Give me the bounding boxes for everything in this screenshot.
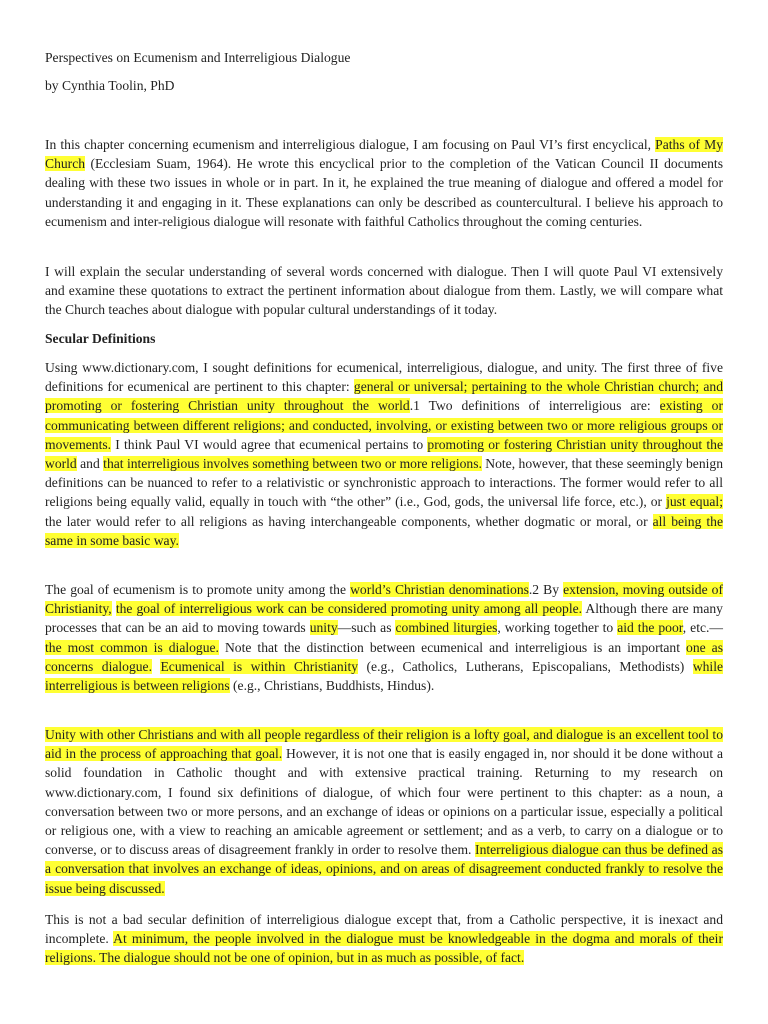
highlighted-text: aid the poor bbox=[617, 620, 683, 636]
text-segment: (e.g., Catholics, Lutherans, Episcopalians, Methodists) bbox=[358, 658, 693, 674]
text-segment: (Ecclesiam Suam, 1964). He wrote this encyclical prior to the completion of the Vatican Council II documents dealing with these two issues in whole or in part. In it, he explained the true meaning of dialogue and offered a model for understanding it and engaging in it. These explanations can only be described as countercultural. I believe his approach to ecumenism and inter-religious dialogue will resonate with faithful Catholics throughout the coming centuries. bbox=[45, 156, 723, 229]
highlighted-text: promoting or fostering Christian unity throughout the world bbox=[45, 436, 723, 472]
text-segment: In this chapter concerning ecumenism and interreligious dialogue, I am focusing on Paul VI’s first encyclical, bbox=[45, 137, 656, 152]
highlighted-text: Unity with other Christians and with all people regardless of their religion is a lofty goal, and dialogue is an excellent tool to aid in the process of approaching that goal. bbox=[45, 727, 723, 762]
highlighted-text: that interreligious involves something between two or more religions. bbox=[103, 456, 482, 472]
paragraph-intro bbox=[45, 135, 723, 231]
text-segment: (e.g., Christians, Buddhists, Hindus). bbox=[229, 678, 435, 694]
text-segment: and bbox=[76, 456, 104, 472]
highlighted-text: all being the same in some basic way. bbox=[45, 513, 723, 548]
highlighted-text: one as concerns dialogue. bbox=[45, 639, 723, 674]
highlighted-text: extension, moving outside of Christianity, bbox=[45, 582, 724, 617]
text-segment: The goal of ecumenism is to promote unity among the bbox=[45, 582, 351, 597]
highlighted-text: unity bbox=[309, 620, 338, 636]
section-heading-secular-definitions: Secular Definitions bbox=[45, 331, 156, 346]
text-segment: I will explain the secular understanding of several words concerned with dialogue. Then I will quote Paul VI extensively and examine these quotations to extract the pertinent information about dialogue from them. Lastly, we will compare what the Church teaches about dialogue with popular cultural understandings of it today. bbox=[45, 264, 723, 318]
text-segment: .1 Two definitions of interreligious are: bbox=[409, 398, 660, 414]
text-segment: I think Paul VI would agree that ecumenical pertains to bbox=[111, 436, 428, 452]
highlighted-text: the goal of interreligious work can be considered promoting unity among all people. bbox=[115, 601, 583, 617]
text-segment: This is not a bad secular definition of interreligious dialogue except that, from a Catholic perspective, it is inexact and incomplete. bbox=[45, 912, 723, 947]
highlighted-text: Paths of My Church bbox=[45, 137, 724, 172]
text-segment: .2 By bbox=[528, 582, 564, 597]
text-segment: , etc.— bbox=[682, 620, 723, 636]
highlighted-text: Ecumenical is within Christianity bbox=[160, 658, 359, 674]
text-segment: , working together to bbox=[497, 620, 618, 636]
highlighted-text: the most common is dialogue. bbox=[45, 639, 219, 655]
paragraph-goal-of-ecumenism bbox=[45, 580, 723, 695]
document-title: Perspectives on Ecumenism and Interreligious Dialogue bbox=[45, 50, 351, 65]
text-segment: —such as bbox=[337, 620, 396, 636]
text-segment: Note, however, that these seemingly benign definitions can be nuanced to refer to a relativistic or synchronistic approach to interactions. The former would refer to all religions being equally valid, equally in touch with “the other” (i.e., God, gods, the universal life force, etc.), or bbox=[45, 456, 723, 510]
highlighted-text: general or universal; pertaining to the whole Christian church; and promoting or fostering Christian unity throughout the world bbox=[45, 379, 723, 414]
text-segment: Using www.dictionary.com, I sought definitions for ecumenical, interreligious, dialogue, and unity. The first three of five definitions for ecumenical are pertinent to this chapter: bbox=[45, 360, 723, 395]
paragraph-definitions bbox=[45, 358, 723, 550]
paragraph-unity-dialogue bbox=[45, 725, 723, 898]
text-segment: Note that the distinction between ecumenical and interreligious is an important bbox=[218, 639, 687, 655]
document-author: by Cynthia Toolin, PhD bbox=[45, 78, 175, 93]
text-segment: the later would refer to all religions as having interchangeable components, whether dogmatic or moral, or bbox=[45, 513, 653, 529]
paragraph-catholic-perspective bbox=[45, 910, 723, 968]
highlighted-text: existing or communicating between different religions; and conducted, involving, or existing between two or more religious groups or movements. bbox=[45, 398, 723, 452]
highlighted-text: world’s Christian denominations bbox=[350, 582, 529, 597]
highlighted-text: Interreligious dialogue can thus be defined as a conversation that involves an exchange of ideas, opinions, and on areas of disagreement conducted frankly to resolve the issue being discussed. bbox=[45, 842, 724, 896]
text-segment: Although there are many processes that can be an aid to moving towards bbox=[45, 601, 723, 636]
highlighted-text: combined liturgies bbox=[395, 620, 498, 636]
highlighted-text: At minimum, the people involved in the dialogue must be knowledgeable in the dogma and morals of their religions. The dialogue should not be one of opinion, but in as much as possible, of fact. bbox=[45, 931, 723, 966]
text-segment: However, it is not one that is easily engaged in, nor should it be done without a solid foundation in Catholic thought and with extensive practical training. Returning to my research on www.dictionary.com, I found six definitions of dialogue, of which four were pertinent to this chapter: as a noun, a conversation between two or more persons, and an exchange of ideas or opinions on a particular issue, especially a political or religious one, with a view to reaching an amicable agreement or settlement; and as a verb, to carry on a dialogue or to converse, or to discuss areas of disagreement frankly in order to resolve them. bbox=[45, 746, 723, 858]
paragraph-plan bbox=[45, 262, 723, 320]
highlighted-text: just equal; bbox=[666, 494, 723, 510]
highlighted-text: while interreligious is between religions bbox=[45, 658, 724, 694]
